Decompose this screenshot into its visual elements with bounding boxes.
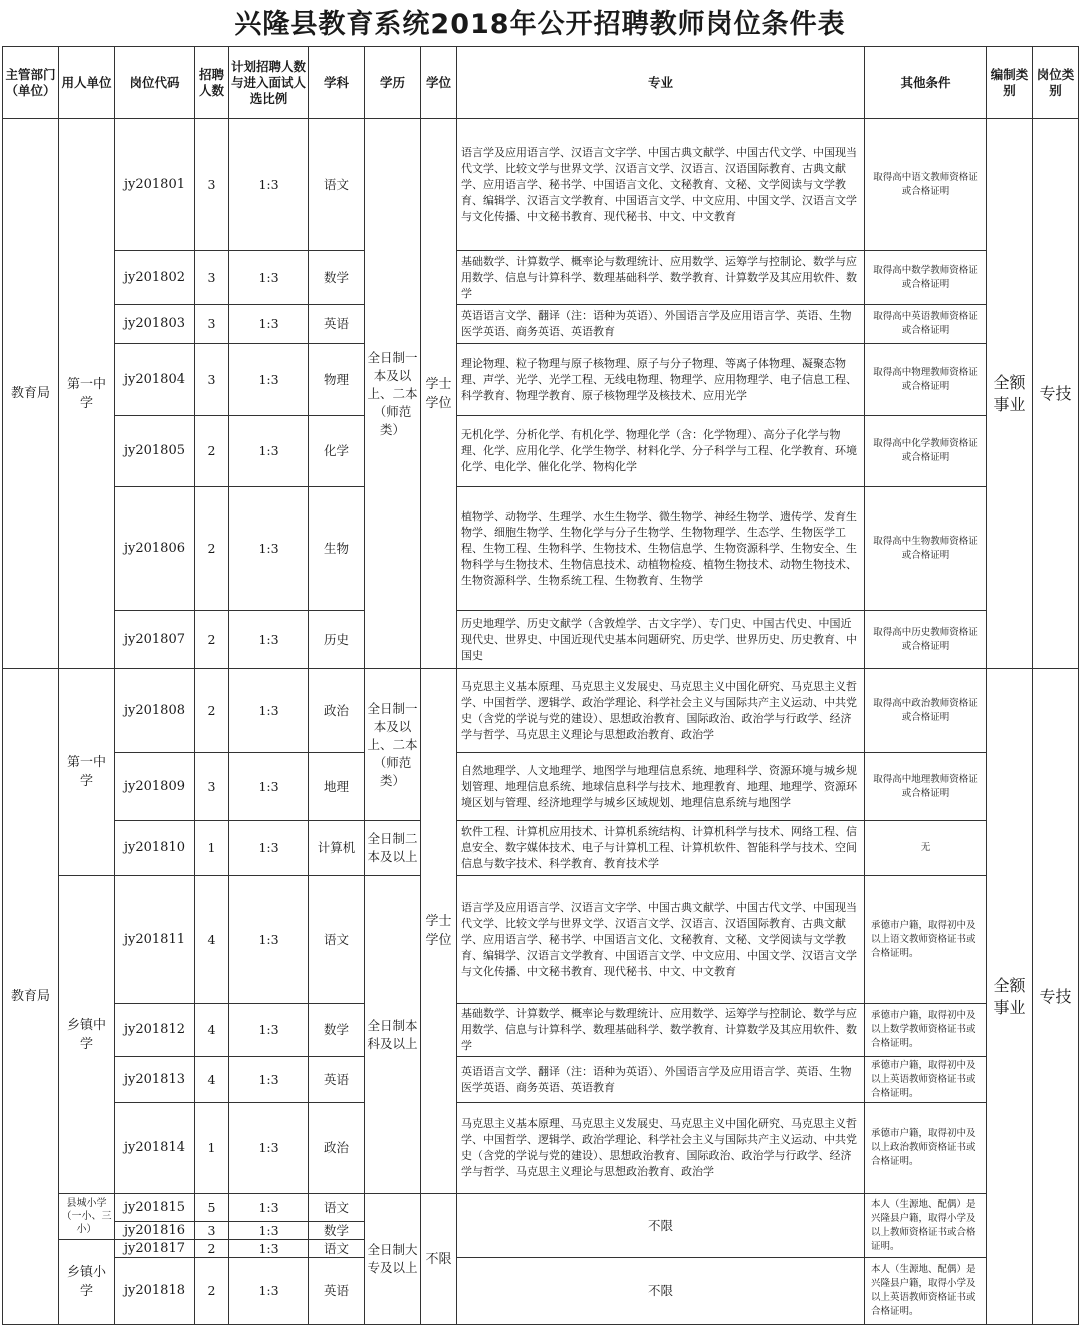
table-row <box>3 611 1079 669</box>
interview-ratio: 1:3 <box>229 251 309 305</box>
subject: 英语 <box>309 1258 365 1325</box>
table-row <box>3 119 1079 251</box>
header-row <box>3 47 1079 119</box>
other-conditions: 承德市户籍，取得初中及以上语文教师资格证书或合格证明。 <box>865 876 987 1004</box>
position-code: jy201806 <box>115 487 195 611</box>
header-code: 岗位代码 <box>115 47 195 119</box>
header-edu: 学历 <box>365 47 421 119</box>
degree-cell: 学士学位 <box>421 669 457 1194</box>
position-code: jy201817 <box>115 1240 195 1258</box>
table-row <box>3 487 1079 611</box>
interview-ratio: 1:3 <box>229 821 309 876</box>
interview-ratio: 1:3 <box>229 876 309 1004</box>
interview-ratio: 1:3 <box>229 305 309 344</box>
subject: 英语 <box>309 1057 365 1103</box>
hire-count: 2 <box>195 611 229 669</box>
major-list: 英语语言文学、翻译（注：语种为英语）、外国语言学及应用语言学、英语、生物医学英语、商务英语、英语教育 <box>457 305 865 344</box>
subject: 数学 <box>309 251 365 305</box>
unit-cell: 乡镇中学 <box>59 876 115 1194</box>
hire-count: 4 <box>195 876 229 1004</box>
subject: 政治 <box>309 669 365 753</box>
interview-ratio: 1:3 <box>229 611 309 669</box>
interview-ratio: 1:3 <box>229 1194 309 1222</box>
major-unlimited: 不限 <box>457 1194 865 1258</box>
other-conditions: 取得高中物理教师资格证或合格证明 <box>865 344 987 416</box>
hire-count: 5 <box>195 1194 229 1222</box>
hire-count: 3 <box>195 305 229 344</box>
major-list: 语言学及应用语言学、汉语言文字学、中国古典文献学、中国古代文学、中国现当代文学、比较文学与世界文学、汉语言文学、汉语言、汉语国际教育、古典文献学、应用语言学、秘书学、中国语言文化、文秘教育、文秘、文学阅读与文学教育、编辑学、汉语言文学教育、中国语言文学、中文应用、中国文学、汉语言文学与文化传播、中文秘书教育、现代秘书、中文、中文教育 <box>457 119 865 251</box>
page-title: 兴隆县教育系统2018年公开招聘教师岗位条件表 <box>234 9 846 40</box>
education-cell: 全日制一本及以上、二本（师范类） <box>365 669 421 821</box>
major-list: 基础数学、计算数学、概率论与数理统计、应用数学、运筹学与控制论、数学与应用数学、信息与计算科学、数理基础科学、数学教育、计算数学及其应用软件、数学 <box>457 1004 865 1057</box>
interview-ratio: 1:3 <box>229 1258 309 1325</box>
major-list: 马克思主义基本原理、马克思主义发展史、马克思主义中国化研究、马克思主义哲学、中国哲学、逻辑学、政治学理论、科学社会主义与国际共产主义运动、中共党史（含党的学说与党的建设）、思想政治教育、国际政治、政治学与行政学、经济学与哲学、马克思主义理论与思想政治教育、政治学 <box>457 1103 865 1194</box>
header-dept: 主管部门（单位） <box>3 47 59 119</box>
other-conditions: 本人（生源地、配偶）是兴隆县户籍，取得小学及以上英语教师资格证书或合格证明。 <box>865 1258 987 1325</box>
hire-count: 3 <box>195 753 229 821</box>
subject: 语文 <box>309 1240 365 1258</box>
education-cell: 全日制二本及以上 <box>365 821 421 876</box>
subject: 历史 <box>309 611 365 669</box>
header-subject: 学科 <box>309 47 365 119</box>
degree-cell: 不限 <box>421 1194 457 1325</box>
table-row <box>3 669 1079 753</box>
position-code: jy201810 <box>115 821 195 876</box>
table-row <box>3 251 1079 305</box>
degree-cell: 学士学位 <box>421 119 457 669</box>
other-conditions: 取得高中地理教师资格证或合格证明 <box>865 753 987 821</box>
dept-cell: 教育局 <box>3 669 59 1325</box>
header-post: 岗位类别 <box>1033 47 1079 119</box>
header-count: 招聘人数 <box>195 47 229 119</box>
other-conditions: 承德市户籍，取得初中及以上数学教师资格证书或合格证明。 <box>865 1004 987 1057</box>
hire-count: 2 <box>195 669 229 753</box>
staffing-cell: 全额事业 <box>987 119 1033 669</box>
position-code: jy201811 <box>115 876 195 1004</box>
subject: 地理 <box>309 753 365 821</box>
hire-count: 3 <box>195 251 229 305</box>
header-staffing: 编制类别 <box>987 47 1033 119</box>
other-conditions: 取得高中政治教师资格证或合格证明 <box>865 669 987 753</box>
position-code: jy201808 <box>115 669 195 753</box>
interview-ratio: 1:3 <box>229 1240 309 1258</box>
major-list: 理论物理、粒子物理与原子核物理、原子与分子物理、等离子体物理、凝聚态物理、声学、光学、光学工程、无线电物理、物理学、应用物理学、电子信息工程、科学教育、物理学教育、原子核物理学及核技术、应用光学 <box>457 344 865 416</box>
other-conditions: 取得高中数学教师资格证或合格证明 <box>865 251 987 305</box>
interview-ratio: 1:3 <box>229 1222 309 1240</box>
other-conditions: 承德市户籍，取得初中及以上政治教师资格证书或合格证明。 <box>865 1103 987 1194</box>
position-code: jy201803 <box>115 305 195 344</box>
table-row <box>3 821 1079 876</box>
dept-cell: 教育局 <box>3 119 59 669</box>
interview-ratio: 1:3 <box>229 416 309 487</box>
interview-ratio: 1:3 <box>229 1057 309 1103</box>
interview-ratio: 1:3 <box>229 344 309 416</box>
other-conditions: 取得高中化学教师资格证或合格证明 <box>865 416 987 487</box>
table-row <box>3 344 1079 416</box>
table-row <box>3 1004 1079 1057</box>
position-code: jy201805 <box>115 416 195 487</box>
major-list: 马克思主义基本原理、马克思主义发展史、马克思主义中国化研究、马克思主义哲学、中国哲学、逻辑学、政治学理论、科学社会主义与国际共产主义运动、中共党史（含党的学说与党的建设）、思想政治教育、国际政治、政治学与行政学、经济学与哲学、马克思主义理论与思想政治教育、政治学 <box>457 669 865 753</box>
unit-cell: 第一中学 <box>59 669 115 876</box>
header-other: 其他条件 <box>865 47 987 119</box>
other-conditions: 取得高中英语教师资格证或合格证明 <box>865 305 987 344</box>
major-list: 植物学、动物学、生理学、水生生物学、微生物学、神经生物学、遗传学、发育生物学、细胞生物学、生物化学与分子生物学、生物物理学、生态学、生物医学工程、生物工程、生物科学、生物技术、生物信息学、生物资源科学、生物安全、生物科学与生物技术、生物信息技术、动植物检疫、植物生物技术、动物生物技术、生物资源科学、生物系统工程、生物教育、生物学 <box>457 487 865 611</box>
table-row <box>3 876 1079 1004</box>
post-type-cell: 专技 <box>1033 119 1079 669</box>
subject: 政治 <box>309 1103 365 1194</box>
education-cell: 全日制一本及以上、二本（师范类） <box>365 119 421 669</box>
table-row <box>3 753 1079 821</box>
hire-count: 1 <box>195 1103 229 1194</box>
position-code: jy201815 <box>115 1194 195 1222</box>
hire-count: 3 <box>195 1222 229 1240</box>
hire-count: 2 <box>195 1258 229 1325</box>
position-code: jy201812 <box>115 1004 195 1057</box>
major-list: 基础数学、计算数学、概率论与数理统计、应用数学、运筹学与控制论、数学与应用数学、信息与计算科学、数理基础科学、数学教育、计算数学及其应用软件、数学 <box>457 251 865 305</box>
major-list: 自然地理学、人文地理学、地图学与地理信息系统、地理科学、资源环境与城乡规划管理、地理信息系统、地球信息科学与技术、地理教育、地理、地理学、资源环境区划与管理、经济地理学与城乡区域规划、地理信息系统与地图学 <box>457 753 865 821</box>
interview-ratio: 1:3 <box>229 753 309 821</box>
interview-ratio: 1:3 <box>229 487 309 611</box>
major-unlimited: 不限 <box>457 1258 865 1325</box>
subject: 物理 <box>309 344 365 416</box>
subject: 语文 <box>309 1194 365 1222</box>
major-list: 语言学及应用语言学、汉语言文字学、中国古典文献学、中国古代文学、中国现当代文学、比较文学与世界文学、汉语言文学、汉语言、汉语国际教育、古典文献学、应用语言学、秘书学、中国语言文化、文秘教育、文秘、文学阅读与文学教育、编辑学、汉语言文学教育、中国语言文学、中文应用、中国文学、汉语言文学与文化传播、中文秘书教育、现代秘书、中文、中文教育 <box>457 876 865 1004</box>
education-cell: 全日制本科及以上 <box>365 876 421 1194</box>
header-ratio: 计划招聘人数与进入面试人选比例 <box>229 47 309 119</box>
other-conditions: 取得高中历史教师资格证或合格证明 <box>865 611 987 669</box>
subject: 语文 <box>309 876 365 1004</box>
position-code: jy201816 <box>115 1222 195 1240</box>
other-conditions: 取得高中语文教师资格证或合格证明 <box>865 119 987 251</box>
position-code: jy201818 <box>115 1258 195 1325</box>
position-code: jy201813 <box>115 1057 195 1103</box>
interview-ratio: 1:3 <box>229 669 309 753</box>
interview-ratio: 1:3 <box>229 119 309 251</box>
positions-table <box>2 46 1079 1325</box>
hire-count: 3 <box>195 119 229 251</box>
position-code: jy201809 <box>115 753 195 821</box>
interview-ratio: 1:3 <box>229 1004 309 1057</box>
position-code: jy201814 <box>115 1103 195 1194</box>
hire-count: 4 <box>195 1004 229 1057</box>
major-list: 历史地理学、历史文献学（含敦煌学、古文字学）、专门史、中国古代史、中国近现代史、世界史、中国近现代史基本问题研究、历史学、世界历史、历史教育、中国史 <box>457 611 865 669</box>
position-code: jy201802 <box>115 251 195 305</box>
position-code: jy201804 <box>115 344 195 416</box>
subject: 英语 <box>309 305 365 344</box>
post-type-cell: 专技 <box>1033 669 1079 1325</box>
hire-count: 1 <box>195 821 229 876</box>
education-cell: 全日制大专及以上 <box>365 1194 421 1325</box>
table-row <box>3 1258 1079 1325</box>
hire-count: 3 <box>195 344 229 416</box>
unit-cell: 乡镇小学 <box>59 1240 115 1325</box>
other-conditions: 取得高中生物教师资格证或合格证明 <box>865 487 987 611</box>
other-conditions: 承德市户籍，取得初中及以上英语教师资格证书或合格证明。 <box>865 1057 987 1103</box>
interview-ratio: 1:3 <box>229 1103 309 1194</box>
header-degree: 学位 <box>421 47 457 119</box>
hire-count: 2 <box>195 1240 229 1258</box>
hire-count: 4 <box>195 1057 229 1103</box>
table-row <box>3 1103 1079 1194</box>
subject: 数学 <box>309 1222 365 1240</box>
major-list: 软件工程、计算机应用技术、计算机系统结构、计算机科学与技术、网络工程、信息安全、数字媒体技术、电子与计算机工程、计算机软件、智能科学与技术、空间信息与数字技术、科学教育、教育技术学 <box>457 821 865 876</box>
subject: 化学 <box>309 416 365 487</box>
subject: 语文 <box>309 119 365 251</box>
table-row <box>3 1057 1079 1103</box>
major-list: 英语语言文学、翻译（注：语种为英语）、外国语言学及应用语言学、英语、生物医学英语、商务英语、英语教育 <box>457 1057 865 1103</box>
unit-cell: 第一中学 <box>59 119 115 669</box>
subject: 计算机 <box>309 821 365 876</box>
subject: 数学 <box>309 1004 365 1057</box>
subject: 生物 <box>309 487 365 611</box>
table-row <box>3 416 1079 487</box>
hire-count: 2 <box>195 416 229 487</box>
other-conditions: 无 <box>865 821 987 876</box>
hire-count: 2 <box>195 487 229 611</box>
staffing-cell: 全额事业 <box>987 669 1033 1325</box>
unit-cell: 县城小学（一小、三小） <box>59 1194 115 1240</box>
header-major: 专业 <box>457 47 865 119</box>
table-row <box>3 305 1079 344</box>
table-row <box>3 1194 1079 1222</box>
other-conditions: 本人（生源地、配偶）是兴隆县户籍，取得小学及以上教师资格证书或合格证明。 <box>865 1194 987 1258</box>
position-code: jy201807 <box>115 611 195 669</box>
major-list: 无机化学、分析化学、有机化学、物理化学（含：化学物理）、高分子化学与物理、化学、应用化学、化学生物学、材料化学、分子科学与工程、化学教育、环境化学、电化学、催化化学、物构化学 <box>457 416 865 487</box>
header-unit: 用人单位 <box>59 47 115 119</box>
position-code: jy201801 <box>115 119 195 251</box>
